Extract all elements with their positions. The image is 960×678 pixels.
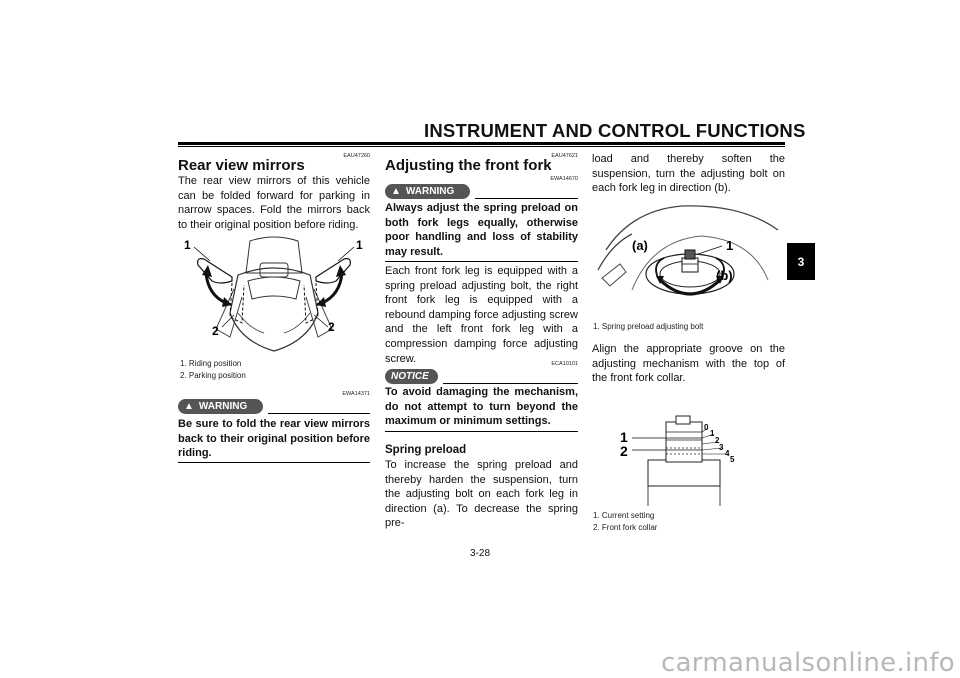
front-fork-collar-label: 2 <box>620 443 628 459</box>
section-code: EAU47621 <box>551 153 578 159</box>
page-number: 3-28 <box>469 548 490 559</box>
warning-end-rule <box>178 462 370 463</box>
adjusting-bolt-label: 1 <box>726 238 734 253</box>
figure-caption: 1. Current setting <box>593 511 655 520</box>
spring-preload-body-text: To increase the spring preload and thereby harden the suspension, turn the adjusting bolt on each fork leg in direction (a). To decrease the spring pre- <box>385 459 578 530</box>
fork-collar-figure <box>592 404 785 506</box>
mirror-label-1-left: 1 <box>184 238 191 252</box>
header-rule-thin <box>178 146 785 147</box>
page-header-title: INSTRUMENT AND CONTROL FUNCTIONS <box>424 120 806 141</box>
mirror-diagram <box>178 233 370 355</box>
figure-caption: 2. Front fork collar <box>593 523 658 532</box>
setting-mark-5: 5 <box>730 455 735 464</box>
mirror-label-1-right: 1 <box>356 238 363 252</box>
setting-mark-4: 4 <box>725 449 730 458</box>
section-heading-mirrors: Rear view mirrors <box>178 157 305 174</box>
section-code: EAU47260 <box>343 153 370 159</box>
mirror-label-2-left: 2 <box>212 324 219 338</box>
chapter-tab[interactable]: 3 <box>787 243 815 280</box>
spring-preload-figure <box>592 200 785 318</box>
notice-label: NOTICE <box>391 371 429 382</box>
badge-rule <box>268 413 370 414</box>
badge-rule <box>443 383 578 384</box>
warning-code: EWA14371 <box>342 391 370 397</box>
warning-triangle-icon: ▲ <box>391 186 401 197</box>
warning-text: Be sure to fold the rear view mirrors back to their original position before riding. <box>178 418 370 460</box>
setting-mark-3: 3 <box>719 443 724 452</box>
front-fork-body-text: Each front fork leg is equipped with a spring preload adjusting bolt, the right front fork leg is equipped with a rebound damping force adjusting screw and the left front fork leg with a compression damping force adjusting screw. <box>385 265 578 365</box>
watermark: carmanualsonline.info <box>660 648 955 678</box>
notice-badge <box>385 369 438 384</box>
warning-end-rule <box>385 261 578 262</box>
figure-caption: 1. Spring preload adjusting bolt <box>593 322 704 331</box>
subheading-spring-preload: Spring preload <box>385 444 467 456</box>
warning-label: WARNING <box>198 401 248 412</box>
direction-label-a: (a) <box>632 238 648 253</box>
warning-code: EWA14670 <box>550 176 578 182</box>
notice-text: To avoid damaging the mechanism, do not attempt to turn beyond the maximum or minimum settings. <box>385 386 578 428</box>
direction-label-b: (b) <box>716 268 733 283</box>
badge-rule <box>475 198 578 199</box>
figure-caption: 2. Parking position <box>180 371 246 380</box>
setting-mark-1: 1 <box>710 429 715 438</box>
mirror-label-2-right: 2 <box>328 320 335 334</box>
header-rule <box>178 142 785 145</box>
figure-caption: 1. Riding position <box>180 359 242 368</box>
align-groove-text: Align the appropriate groove on the adjusting mechanism with the top of the front fork collar. <box>592 343 785 385</box>
setting-mark-2: 2 <box>715 436 720 445</box>
notice-code: ECA10101 <box>551 361 578 367</box>
warning-badge <box>178 399 263 414</box>
warning-text: Always adjust the spring preload on both fork legs equally, otherwise poor handling and loss of stability may result. <box>385 202 578 258</box>
warning-triangle-icon: ▲ <box>184 401 194 412</box>
notice-end-rule <box>385 431 578 432</box>
current-setting-label: 1 <box>620 429 628 445</box>
setting-mark-0: 0 <box>704 423 709 432</box>
warning-badge <box>385 184 470 199</box>
section-heading-front-fork: Adjusting the front fork <box>385 157 552 174</box>
mirrors-body-text: The rear view mirrors of this vehicle can be folded forward for parking in narrow spaces. Fold the mirrors back to their original position before riding. <box>178 175 370 231</box>
warning-label: WARNING <box>405 186 455 197</box>
spring-preload-continued-text: load and thereby soften the suspension, turn the adjusting bolt on each fork leg in direction (b). <box>592 153 785 195</box>
